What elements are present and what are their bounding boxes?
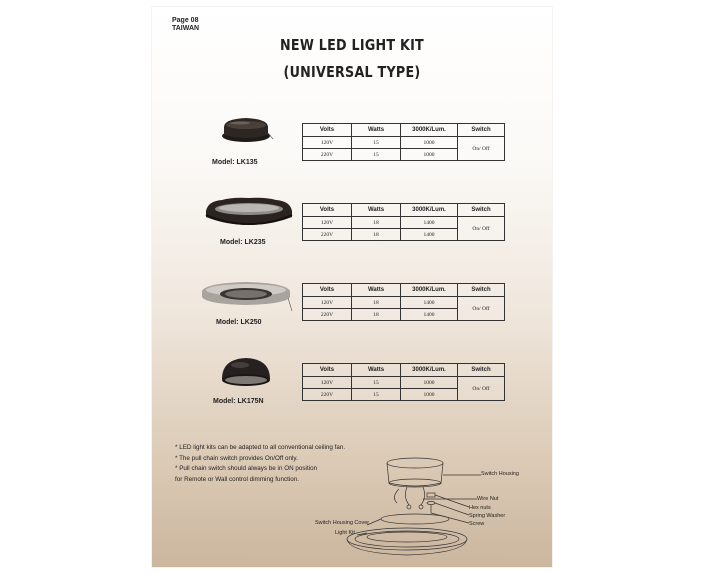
spec-table [302, 203, 505, 241]
label-switch-housing: Switch Housing [481, 471, 519, 477]
col-header-volts: Volts [303, 364, 352, 377]
spec-table [302, 283, 505, 321]
cell-lumens: 1400 [401, 297, 458, 309]
col-header-switch: Switch [458, 124, 505, 137]
cell-lumens: 1400 [401, 229, 458, 241]
model-label: Model: LK235 [220, 239, 266, 246]
cell-watts: 18 [352, 217, 401, 229]
table-row [303, 377, 505, 389]
spec-table [302, 363, 505, 401]
cell-watts: 15 [352, 137, 401, 149]
col-header-watts: Watts [352, 124, 401, 137]
page-number-label [172, 17, 199, 33]
col-header-volts: Volts [303, 124, 352, 137]
exploded-view-drawing [327, 453, 542, 563]
cell-lumens: 1400 [401, 217, 458, 229]
catalog-page [152, 7, 552, 567]
notes-section [175, 443, 345, 485]
cell-volts: 120V [303, 137, 352, 149]
cell-lumens: 1400 [401, 309, 458, 321]
cell-lumens: 1000 [401, 149, 458, 161]
page-origin: TAIWAN [172, 25, 200, 32]
cell-volts: 120V [303, 377, 352, 389]
col-header-watts: Watts [352, 364, 401, 377]
cell-lumens: 1000 [401, 389, 458, 401]
cell-lumens: 1000 [401, 137, 458, 149]
label-screw: Screw [469, 521, 485, 527]
light-kit-lk135-image [218, 115, 276, 145]
cell-switch: On/ Off [458, 137, 505, 161]
cell-watts: 15 [352, 389, 401, 401]
spec-table [302, 123, 505, 161]
light-kit-lk250-image [198, 277, 298, 313]
cell-watts: 15 [352, 377, 401, 389]
page-number: Page 08 [172, 17, 199, 24]
cell-lumens: 1000 [401, 377, 458, 389]
cell-volts: 220V [303, 389, 352, 401]
cell-volts: 220V [303, 229, 352, 241]
table-row [303, 217, 505, 229]
note-item: for Remote or Wall control dimming function. [175, 475, 300, 483]
label-spring-washer: Spring Washer [469, 513, 506, 519]
model-label: Model: LK175N [213, 398, 264, 405]
cell-volts: 220V [303, 309, 352, 321]
cell-watts: 18 [352, 229, 401, 241]
light-kit-lk235-image [202, 195, 297, 230]
col-header-switch: Switch [458, 364, 505, 377]
col-header-watts: Watts [352, 204, 401, 217]
model-label: Model: LK250 [216, 319, 262, 326]
col-header-lumens: 3000K/Lum. [401, 364, 458, 377]
light-kit-lk175n-image [218, 355, 274, 393]
cell-watts: 18 [352, 309, 401, 321]
table-row [303, 297, 505, 309]
cell-volts: 220V [303, 149, 352, 161]
col-header-watts: Watts [352, 284, 401, 297]
col-header-switch: Switch [458, 284, 505, 297]
cell-switch: On/ Off [458, 377, 505, 401]
note-item: * LED light kits can be adapted to all conventional ceiling fan. [175, 444, 346, 451]
model-label: Model: LK135 [212, 159, 258, 166]
cell-switch: On/ Off [458, 297, 505, 321]
label-wire-nut: Wire Nut [477, 496, 499, 502]
col-header-lumens: 3000K/Lum. [401, 284, 458, 297]
cell-watts: 18 [352, 297, 401, 309]
cell-volts: 120V [303, 217, 352, 229]
cell-watts: 15 [352, 149, 401, 161]
label-hex-nuts: Hex nuts [469, 505, 491, 511]
col-header-switch: Switch [458, 204, 505, 217]
table-row [303, 137, 505, 149]
page-title: NEW LED LIGHT KIT [280, 36, 424, 54]
cell-volts: 120V [303, 297, 352, 309]
page-subtitle: (UNIVERSAL TYPE) [283, 63, 421, 81]
cell-switch: On/ Off [458, 217, 505, 241]
note-item: * Pull chain switch should always be in ON position [175, 465, 318, 472]
note-item: * The pull chain switch provides On/Off only. [175, 454, 298, 462]
label-light-kit: Light Kit [335, 530, 355, 536]
col-header-lumens: 3000K/Lum. [401, 124, 458, 137]
label-switch-housing-cover: Switch Housing Cover [315, 520, 370, 526]
col-header-volts: Volts [303, 284, 352, 297]
col-header-lumens: 3000K/Lum. [401, 204, 458, 217]
col-header-volts: Volts [303, 204, 352, 217]
